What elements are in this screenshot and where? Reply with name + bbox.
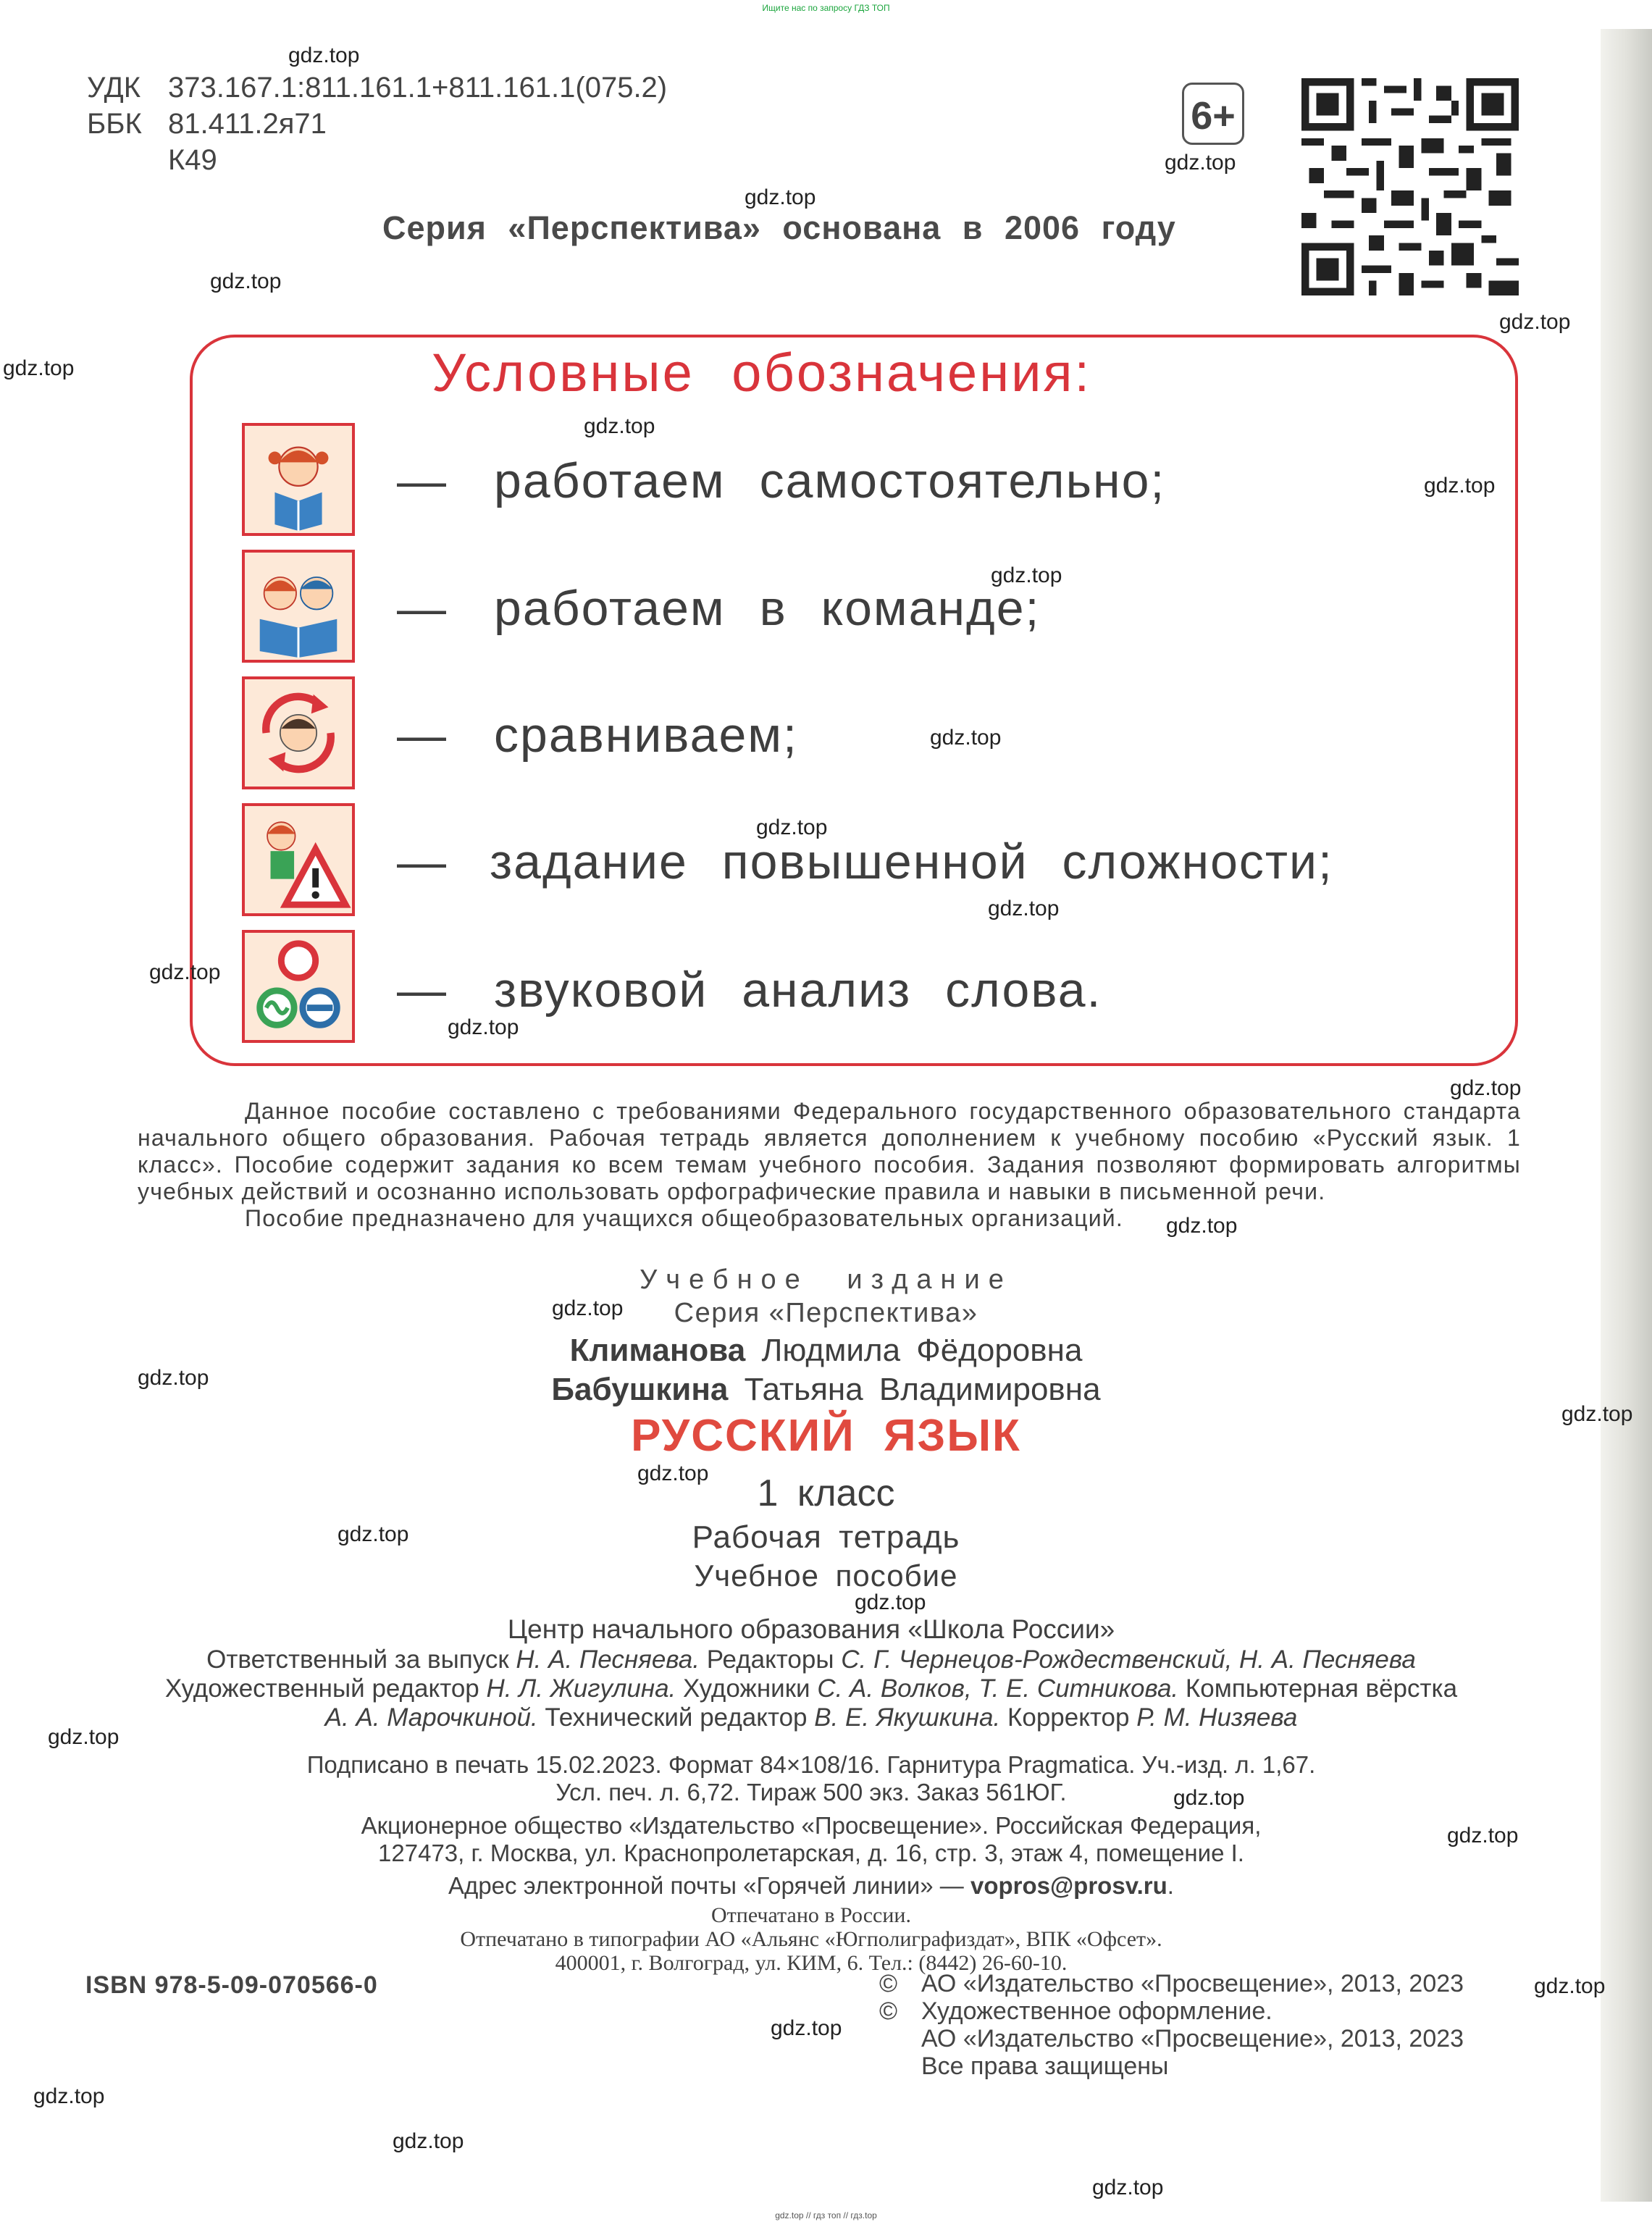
page-edge-shadow: [1601, 29, 1652, 2202]
watermark: gdz.top: [991, 563, 1062, 587]
description-paragraph: Пособие предназначено для учащихся общеобразовательных организаций.: [245, 1205, 1123, 1231]
copyright-line: Все права защищены: [921, 2052, 1169, 2080]
watermark: gdz.top: [210, 269, 282, 293]
warning-difficulty-icon: [242, 803, 355, 916]
udk-value: 373.167.1:811.161.1+811.161.1(075.2): [168, 72, 668, 104]
printer-address: 400001, г. Волгоград, ул. КИМ, 6. Тел.: (8442) 26-60-10.: [555, 1951, 1068, 1975]
publisher-address: 127473, г. Москва, ул. Краснопролетарская, д. 16, стр. 3, этаж 4, помещение I.: [378, 1840, 1244, 1866]
compare-arrows-icon: [242, 676, 355, 789]
tech-editor-label: Технический редактор: [545, 1703, 808, 1732]
art-editor-label: Художественный редактор: [164, 1674, 479, 1703]
edu-center: Центр начального образования «Школа России»: [507, 1614, 1115, 1644]
legend-dash: —: [397, 453, 446, 508]
copyright-line: АО «Издательство «Просвещение», 2013, 2023: [921, 1970, 1464, 1997]
editors-label: Редакторы: [706, 1645, 834, 1674]
watermark: gdz.top: [637, 1461, 709, 1485]
book-grade: 1 класс: [757, 1472, 895, 1514]
edition-series: Серия «Перспектива»: [674, 1298, 978, 1328]
legend-frame: [190, 335, 1518, 1066]
resp-label: Ответственный за выпуск: [206, 1645, 509, 1674]
watermark: gdz.top: [288, 43, 360, 67]
hotline-email: Адрес электронной почты «Горячей линии» — vopros@prosv.ru.: [448, 1872, 1174, 1899]
qr-code: [1301, 78, 1519, 295]
watermark: gdz.top: [33, 2084, 105, 2108]
legend-item-text: работаем самостоятельно;: [494, 453, 1166, 508]
editors-names: С. Г. Чернецов-Рождественский, Н. А. Песняева: [841, 1645, 1416, 1674]
watermark: gdz.top: [1173, 1786, 1245, 1810]
watermark: gdz.top: [149, 960, 221, 984]
girl-reading-icon: [242, 423, 355, 536]
author-1-last: Климанова: [569, 1333, 746, 1368]
legend-dash: —: [397, 834, 446, 889]
print-specs: [101, 1751, 1521, 1806]
watermark: gdz.top: [1499, 310, 1571, 334]
artists-label: Художники: [683, 1674, 810, 1703]
email-link[interactable]: vopros@prosv.ru: [970, 1872, 1167, 1899]
copyright-symbol: ©: [879, 1997, 898, 2025]
bbk-label: ББК: [87, 108, 142, 140]
publisher-block: [101, 1812, 1521, 1867]
book-title: РУССКИЙ ЯЗЫК: [631, 1411, 1021, 1461]
edition-kind: Учебное издание: [640, 1265, 1012, 1295]
watermark: gdz.top: [855, 1590, 926, 1614]
author-2: [0, 1372, 1652, 1408]
watermark: gdz.top: [1561, 1402, 1633, 1426]
layout-name: А. А. Марочкиной.: [324, 1703, 538, 1732]
watermark: gdz.top: [930, 726, 1002, 750]
credits-line-1: [101, 1645, 1521, 1674]
watermark: gdz.top: [988, 897, 1060, 920]
watermark: gdz.top: [1424, 474, 1496, 498]
watermark: gdz.top: [1450, 1076, 1522, 1100]
printed-in: Отпечатано в России.: [711, 1903, 911, 1927]
top-search-hint: Ищите нас по запросу ГДЗ ТОП: [762, 3, 890, 13]
corrector-name: Р. М. Низяева: [1136, 1703, 1298, 1732]
author-2-rest: Татьяна Владимировна: [744, 1372, 1101, 1407]
legend-item-text: работаем в команде;: [494, 581, 1041, 636]
layout-label: Компьютерная вёрстка: [1185, 1674, 1458, 1703]
watermark: gdz.top: [1447, 1824, 1519, 1848]
tech-editor-name: В. Е. Якушкина.: [814, 1703, 1001, 1732]
watermark: gdz.top: [745, 185, 816, 209]
legend-item-text: сравниваем;: [494, 708, 798, 763]
author-1: [0, 1333, 1652, 1369]
credits-line-2: [101, 1674, 1521, 1703]
watermark: gdz.top: [584, 414, 655, 438]
watermark: gdz.top: [393, 2129, 464, 2153]
author-2-last: Бабушкина: [551, 1372, 729, 1407]
watermark: gdz.top: [1165, 151, 1236, 175]
artists-names: С. А. Волков, Т. Е. Ситникова.: [817, 1674, 1179, 1703]
printer-block: [101, 1903, 1521, 1975]
print-run-line: Усл. печ. л. 6,72. Тираж 500 экз. Заказ 561ЮГ.: [555, 1779, 1067, 1805]
legend-title: Условные обозначения:: [432, 343, 1092, 403]
watermark: gdz.top: [138, 1366, 209, 1390]
resp-name: Н. А. Песняева.: [516, 1645, 700, 1674]
age-rating-badge: 6+: [1182, 83, 1244, 145]
kids-reading-together-icon: [242, 550, 355, 663]
legend-dash: —: [397, 581, 446, 636]
series-founded-text: Серия «Перспектива» основана в 2006 году: [382, 209, 1176, 246]
watermark: gdz.top: [3, 356, 75, 380]
watermark: gdz.top: [756, 815, 828, 839]
copyright-symbol: ©: [879, 1970, 898, 1997]
book-type: Рабочая тетрадь: [692, 1519, 960, 1555]
art-editor-name: Н. Л. Жигулина.: [486, 1674, 676, 1703]
author-mark: К49: [168, 144, 217, 176]
printer-name: Отпечатано в типографии АО «Альянс «Югполиграфиздат», ВПК «Офсет».: [460, 1927, 1162, 1951]
isbn: ISBN 978-5-09-070566-0: [85, 1971, 378, 1999]
watermark: gdz.top: [48, 1725, 120, 1749]
legend-dash: —: [397, 962, 446, 1018]
corrector-label: Корректор: [1007, 1703, 1130, 1732]
bbk-value: 81.411.2я71: [168, 108, 327, 140]
legend-dash: —: [397, 708, 446, 763]
watermark: gdz.top: [552, 1296, 624, 1320]
legend-item-text: задание повышенной сложности;: [490, 834, 1333, 889]
watermark: gdz.top: [1534, 1974, 1606, 1998]
watermark: gdz.top: [1166, 1214, 1238, 1238]
watermark: gdz.top: [448, 1015, 519, 1039]
author-1-rest: Людмила Фёдоровна: [761, 1333, 1083, 1368]
description-paragraph: Данное пособие составлено с требованиями Федерального государственного образовательного стандарта начального общего образования. Рабочая тетрадь является дополнением к учебному пособию «Русский язык. 1 класс». Пособие содержит задания ко всем темам учебного пособия. Задания позволяют формировать алгоритмы учебных действий и осознанно использовать орфографические правила и навыки в письменной речи.: [138, 1098, 1521, 1204]
sound-analysis-icon: [242, 930, 355, 1043]
signed-line: Подписано в печать 15.02.2023. Формат 84×108/16. Гарнитура Pragmatica. Уч.-изд. л. 1,67.: [306, 1751, 1316, 1778]
copyright-line: Художественное оформление.: [921, 1997, 1272, 2025]
book-subtype: Учебное пособие: [694, 1559, 958, 1593]
watermark: gdz.top: [337, 1522, 409, 1546]
email-label: Адрес электронной почты «Горячей линии» —: [448, 1872, 964, 1899]
publisher-line: Акционерное общество «Издательство «Просвещение». Российская Федерация,: [361, 1812, 1262, 1839]
watermark: gdz.top: [771, 2016, 842, 2040]
copyright-line: АО «Издательство «Просвещение», 2013, 2023: [921, 2025, 1464, 2052]
book-description: [138, 1098, 1521, 1232]
legend-item-text: звуковой анализ слова.: [494, 962, 1102, 1018]
watermark: gdz.top: [1092, 2176, 1164, 2199]
copyright-block: [879, 1970, 1464, 2080]
footer-note: gdz.top // гдз топ // гдз.top: [775, 2210, 877, 2220]
credits-line-3: [101, 1703, 1521, 1732]
classification-codes: [87, 70, 667, 178]
udk-label: УДК: [87, 72, 141, 104]
